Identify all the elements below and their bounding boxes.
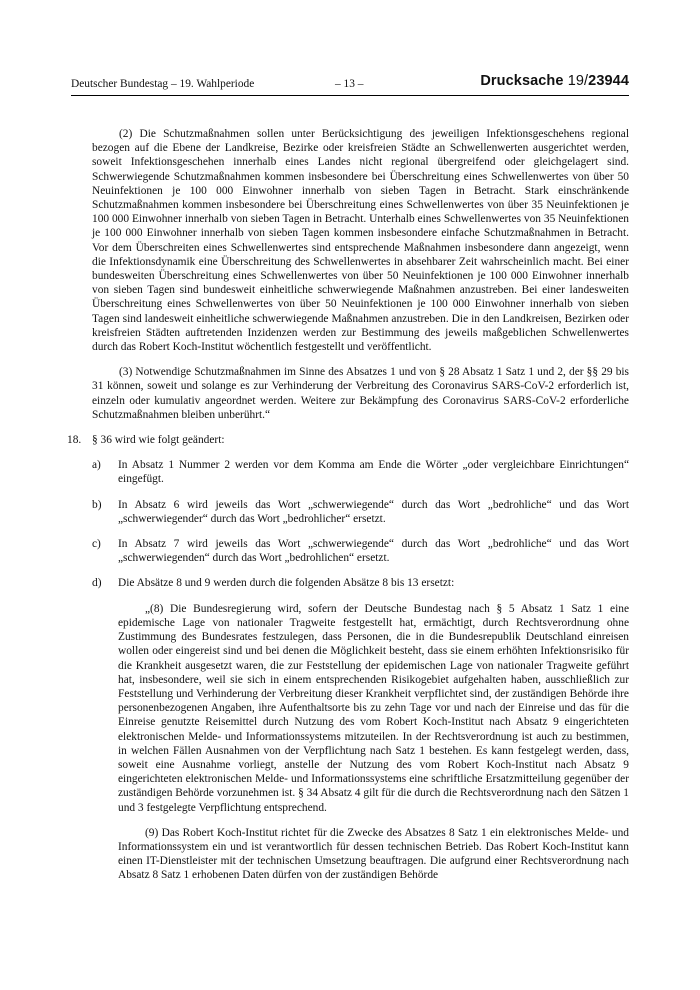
paragraph-8: „(8) Die Bundesregierung wird, sofern der Deutsche Bundestag nach § 5 Absatz 1 Satz 1 eine epidemische Lage von nationaler Tragweite festgestellt hat, ermächtigt, durch Rechtsverordnung ohne Zustimmung des Bundesrates festzulegen, dass Personen, die in die Bundesrepublik Deutschland einreisen wollen oder eingereist sind und bei denen die Möglichkeit besteht, dass sie einem erhöhten Infektionsrisiko für die Krankheit ausgesetzt waren, die zur Feststellung der epidemischen Lage von nationaler Tragweite geführt hat, insbesondere, weil sie sich in einem entsprechenden Risikogebiet aufgehalten haben, ausschließlich zur Feststellung und Verhinderung der Verbreitung dieser Krankheit verpflichtet sind, der zuständigen Behörde ihre personenbezogenen Angaben, ihre Aufenthaltsorte bis zu zehn Tage vor und nach der Einreise und das für die Einreise genutzte Reisemittel durch Nutzung des vom Robert Koch-Institut nach Absatz 9 eingerichteten elektronischen Melde- und Informationssystems mitzuteilen. In der Rechtsverordnung ist auch zu bestimmen, in welchen Fällen Ausnahmen von der Verpflichtung nach Satz 1 bestehen. Es kann festgelegt werden, dass, soweit eine Ausnahme vorliegt, anstelle der Nutzung des vom Robert Koch-Institut nach Absatz 9 eingerichteten elektronischen Melde- und Informationssystems eine schriftliche Ersatzmitteilung gegenüber der zuständigen Behörde vorzunehmen ist. § 34 Absatz 4 gilt für die durch die Rechtsverordnung nach den Sätzen 1 und 3 festgelegte Verpflichtung entsprechend. <box>118 602 629 814</box>
paragraph-2: (2) Die Schutzmaßnahmen sollen unter Berücksichtigung des jeweiligen Infektionsgeschehens regional bezogen auf die Ebene der Landkreise, Bezirke oder kreisfreien Städte an Schwellenwerten ausgerichtet werden, soweit Infektionsgeschehen innerhalb eines Landes nicht regional übergreifend oder gleichgelagert sind. Schwerwiegende Schutzmaßnahmen kommen insbesondere bei Überschreitung eines Schwellenwertes von über 50 Neuinfektionen je 100 000 Einwohner innerhalb von sieben Tagen in Betracht. Stark einschränkende Schutzmaßnahmen kommen insbesondere bei Überschreitung eines Schwellenwertes von über 35 Neuinfektionen je 100 000 Einwohner innerhalb von sieben Tagen in Betracht. Unterhalb eines Schwellenwertes von 35 Neuinfektionen je 100 000 Einwohner innerhalb von sieben Tagen kommen insbesondere einfache Schutzmaßnahmen in Betracht. Vor dem Überschreiten eines Schwellenwertes sind entsprechende Maßnahmen insbesondere dann angezeigt, wenn die Infektionsdynamik eine Überschreitung des Schwellenwertes in absehbarer Zeit wahrscheinlich macht. Bei einer bundesweiten Überschreitung eines Schwellenwertes von über 50 Neuinfektionen je 100 000 Einwohner innerhalb von sieben Tagen sind bundesweit einheitliche schwerwiegende Maßnahmen anzustreben. Bei einer landesweiten Überschreitung eines Schwellenwertes von über 50 Neuinfektionen je 100 000 Einwohner innerhalb von sieben Tagen sind landesweit einheitliche schwerwiegende Maßnahmen anzustreben. Die in den Landkreisen, Bezirken oder kreisfreien Städten auftretenden Inzidenzen werden zur Bestimmung des jeweils maßgeblichen Schwellenwertes durch das Robert Koch-Institut wöchentlich festgestellt und veröffentlicht. <box>92 128 629 354</box>
sub-item-d <box>92 576 629 590</box>
quoted-amendment <box>92 602 629 883</box>
sub-item-text: In Absatz 6 wird jeweils das Wort „schwerwiegende“ durch das Wort „bedrohliche“ und das Wort „schwerwiegender“ durch das Wort „bedrohlicher“ ersetzt. <box>118 498 629 525</box>
header-parliament: Deutscher Bundestag – 19. Wahlperiode <box>71 78 255 90</box>
doc-number-prefix: 19/ <box>567 73 589 89</box>
page-number: – 13 – <box>335 78 364 90</box>
sub-item-label: c) <box>92 538 101 551</box>
doc-label: Drucksache <box>480 73 564 89</box>
sub-item-a <box>92 458 629 486</box>
doc-number-suffix: 23944 <box>588 73 629 89</box>
list-item-18 <box>67 433 629 447</box>
sub-item-label: a) <box>92 459 101 472</box>
paragraph-3: (3) Notwendige Schutzmaßnahmen im Sinne des Absatzes 1 und von § 28 Absatz 1 Satz 1 und 2, der §§ 29 bis 31 können, soweit und solange es zur Verhinderung der Verbreitung des Coronavirus SARS-CoV-2 erforderlich ist, einzeln oder kumulativ angeordnet werden. Weitere zur Bekämpfung des Coronavirus SARS-CoV-2 erforderliche Schutzmaßnahmen bleiben unberührt.“ <box>92 366 629 421</box>
sub-item-text: In Absatz 7 wird jeweils das Wort „schwerwiegende“ durch das Wort „bedrohliche“ und das Wort „schwerwiegenden“ durch das Wort „bedrohlichen“ ersetzt. <box>118 538 629 565</box>
item-number: 18. <box>67 434 82 447</box>
paragraph-9: (9) Das Robert Koch-Institut richtet für die Zwecke des Absatzes 8 Satz 1 ein elektronisches Melde- und Informationssystem ein und ist verantwortlich für dessen technischen Betrieb. Das Robert Koch-Institut kann einen IT-Dienstleister mit der technischen Umsetzung beauftragen. Die aufgrund einer Rechtsverordnung nach Absatz 8 Satz 1 erhobenen Daten dürfen von der zuständigen Behörde <box>118 826 629 882</box>
sub-item-label: b) <box>92 498 102 511</box>
item-text: § 36 wird wie folgt geändert: <box>92 434 225 447</box>
sub-item-label: d) <box>92 577 102 590</box>
sub-item-text: Die Absätze 8 und 9 werden durch die folgenden Absätze 8 bis 13 ersetzt: <box>118 577 455 590</box>
document-number <box>480 73 629 89</box>
page-header <box>71 73 629 96</box>
sub-item-text: In Absatz 1 Nummer 2 werden vor dem Komma am Ende die Wörter „oder vergleichbare Einrichtungen“ eingefügt. <box>118 459 629 486</box>
sub-item-b <box>92 498 629 526</box>
page-body <box>67 127 629 894</box>
sub-item-c <box>92 537 629 565</box>
